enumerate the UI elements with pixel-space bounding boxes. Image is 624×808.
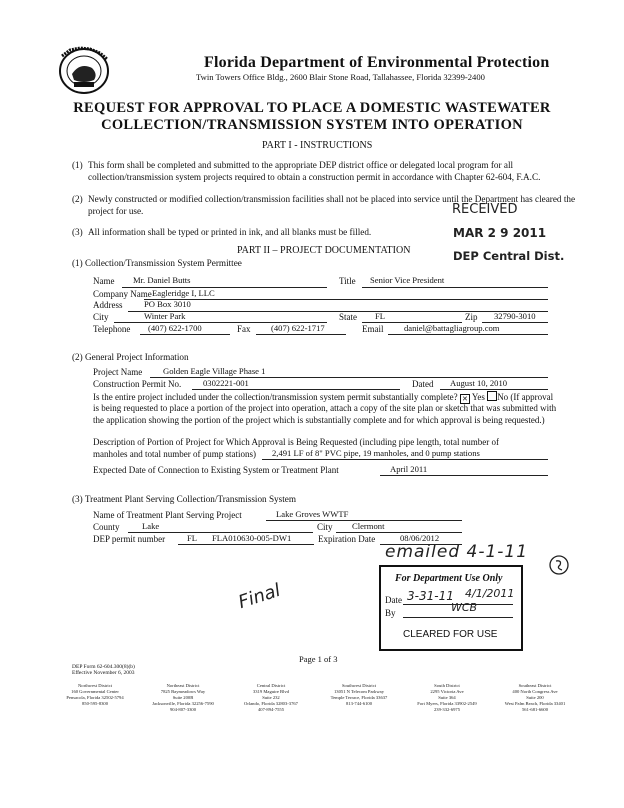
expiration-label: Expiration Date	[318, 534, 376, 544]
description-label-line1: Description of Portion of Project for Which Approval is Being Requested (including pipe length, total number of	[93, 437, 500, 447]
dep-permit-prefix: FL	[187, 533, 198, 543]
district-suite: Suite 364	[438, 695, 456, 700]
yes-label: Yes	[471, 392, 485, 402]
department-use-heading: For Department Use Only	[395, 573, 503, 584]
use-date-value-2: 4/1/2011	[465, 587, 515, 600]
district-office-block	[316, 683, 402, 707]
district-name: South District	[434, 683, 460, 688]
dep-permit-value: FLA010630-005-DW1	[212, 533, 292, 543]
part2-heading: PART II – PROJECT DOCUMENTATION	[237, 245, 411, 256]
plant-name-value: Lake Groves WWTF	[276, 509, 349, 519]
email-label: Email	[362, 324, 384, 334]
district-phone: 407-894-7555	[257, 707, 285, 712]
received-stamp: RECEIVED	[452, 202, 518, 217]
no-label: No (If approval	[497, 392, 554, 402]
address-label: Address	[93, 300, 123, 310]
portion-note-line1: is being requested to place a portion of the project into operation, attach a copy of the site plan or sketch that was submitted with	[93, 403, 557, 413]
section3-heading: (3) Treatment Plant Serving Collection/Transmission System	[72, 494, 296, 504]
title-value: Senior Vice President	[370, 275, 445, 285]
district-phone: 561-681-6600	[521, 707, 549, 712]
department-use-box	[379, 565, 523, 651]
plant-name-label: Name of Treatment Plant Serving Project	[93, 510, 242, 520]
district-address: 13051 N Telecom Parkway	[334, 689, 384, 694]
use-date-label: Date	[385, 595, 402, 605]
district-phone: 239-332-6975	[433, 707, 461, 712]
instruction-text: This form shall be completed and submitted to the appropriate DEP district office or delegated local program for all	[88, 160, 514, 170]
received-stamp-date: MAR 2 9 2011	[453, 226, 547, 240]
telephone-label: Telephone	[93, 324, 131, 334]
description-value: 2,491 LF of 8" PVC pipe, 19 manholes, and 0 pump stations	[272, 448, 480, 458]
district-phone: 813-744-6100	[345, 701, 373, 706]
instruction-number: (2)	[72, 194, 83, 204]
district-name: Northwest District	[77, 683, 113, 688]
instruction-text: project for use.	[88, 206, 144, 216]
expected-date-value: April 2011	[390, 464, 428, 474]
instruction-text: collection/transmission system projects required to obtain a construction permit in accordance with Chapter 62-604, F.A.C.	[88, 172, 541, 182]
form-number: DEP Form 62-604.300(8)(b)	[72, 664, 135, 670]
yes-checkbox[interactable]: ✕	[460, 394, 470, 404]
plant-city-value: Clermont	[352, 521, 385, 531]
portion-note-line2: the application showing the portion of the project which is substantially complete and for which approval is being requested.)	[93, 415, 545, 425]
district-office-block	[228, 683, 314, 713]
email-value: daniel@battagliagroup.com	[404, 323, 500, 333]
district-city: Pensacola, Florida 32502-5794	[66, 695, 124, 700]
form-title-line1: REQUEST FOR APPROVAL TO PLACE A DOMESTIC WASTEWATER	[73, 100, 551, 116]
use-by-label: By	[385, 608, 396, 618]
district-address: 7825 Baymeadows Way	[160, 689, 206, 694]
county-value: Lake	[142, 521, 160, 531]
company-value: Eagleridge I, LLC	[152, 288, 215, 298]
agency-name: Florida Department of Environmental Protection	[204, 54, 550, 71]
name-label: Name	[93, 276, 115, 286]
district-name: Southeast District	[518, 683, 552, 688]
district-suite: Suite 200	[526, 695, 544, 700]
expiration-value: 08/06/2012	[400, 533, 440, 543]
district-city: Temple Terrace, Florida 33637	[330, 695, 388, 700]
city-label: City	[93, 312, 109, 322]
received-stamp-office: DEP Central Dist.	[453, 249, 565, 263]
instruction-text: Newly constructed or modified collection/transmission facilities shall not be placed into service until the Department has cleared the	[88, 194, 576, 204]
fax-label: Fax	[237, 324, 251, 334]
project-name-label: Project Name	[93, 367, 143, 377]
district-address: 160 Governmental Center	[71, 689, 119, 694]
state-label: State	[339, 312, 357, 322]
district-phone: 850-595-8300	[81, 701, 109, 706]
use-date-value: 3-31-11	[407, 589, 454, 603]
circled-initial-mark	[548, 554, 570, 576]
description-label-line2: manholes and total number of pump stations)	[93, 449, 256, 459]
company-label: Company Name	[93, 289, 152, 299]
district-suite: Suite 232	[262, 695, 280, 700]
district-office-block	[52, 683, 138, 707]
name-value: Mr. Daniel Butts	[133, 275, 191, 285]
address-value: PO Box 3010	[144, 299, 191, 309]
part1-heading: PART I - INSTRUCTIONS	[262, 140, 373, 151]
district-office-block	[404, 683, 490, 713]
district-city: Jacksonville, Florida 32256-7590	[152, 701, 214, 706]
construction-permit-value: 0302221-001	[203, 378, 249, 388]
city-value: Winter Park	[144, 311, 186, 321]
district-name: Southwest District	[341, 683, 377, 688]
instruction-number: (3)	[72, 227, 83, 237]
no-checkbox[interactable]	[487, 391, 497, 401]
state-value: FL	[375, 311, 386, 321]
district-address: 3319 Maguire Blvd	[253, 689, 289, 694]
form-effective-date: Effective November 6, 2003	[72, 670, 135, 676]
section2-heading: (2) General Project Information	[72, 352, 189, 362]
district-name: Northeast District	[166, 683, 200, 688]
district-office-block	[492, 683, 578, 713]
dated-value: August 10, 2010	[450, 378, 508, 388]
instruction-text: All information shall be typed or printed in ink, and all blanks must be filled.	[88, 227, 372, 237]
district-city: Fort Myers, Florida 33902-2549	[417, 701, 477, 706]
dep-permit-label: DEP permit number	[93, 534, 166, 544]
page-number: Page 1 of 3	[299, 654, 338, 664]
district-city: West Palm Beach, Florida 33401	[504, 701, 566, 706]
project-name-value: Golden Eagle Village Phase 1	[163, 366, 266, 376]
district-address: 2295 Victoria Ave	[430, 689, 464, 694]
district-phone: 904-807-3300	[169, 707, 197, 712]
section1-heading: (1) Collection/Transmission System Permittee	[72, 258, 242, 268]
agency-address: Twin Towers Office Bldg., 2600 Blair Stone Road, Tallahassee, Florida 32399-2400	[196, 72, 485, 82]
form-title-line2: COLLECTION/TRANSMISSION SYSTEM INTO OPERATION	[101, 117, 523, 133]
emailed-handwritten-note: emailed 4-1-11	[385, 542, 529, 562]
construction-permit-label: Construction Permit No.	[93, 379, 182, 389]
final-handwritten-note: Final	[235, 579, 283, 614]
use-by-value: WCB	[451, 601, 478, 614]
fax-value: (407) 622-1717	[271, 323, 325, 333]
dated-label: Dated	[412, 379, 434, 389]
cleared-for-use-label: CLEARED FOR USE	[403, 629, 498, 640]
telephone-value: (407) 622-1700	[148, 323, 202, 333]
district-city: Orlando, Florida 32803-3767	[244, 701, 298, 706]
instruction-number: (1)	[72, 160, 83, 170]
district-address: 400 North Congress Ave	[512, 689, 558, 694]
district-name: Central District	[256, 683, 286, 688]
dep-seal-logo	[52, 44, 122, 98]
title-label: Title	[339, 276, 356, 286]
district-suite: Suite 200B	[172, 695, 194, 700]
plant-city-label: City	[317, 522, 333, 532]
expected-date-label: Expected Date of Connection to Existing System or Treatment Plant	[93, 465, 339, 475]
zip-label: Zip	[465, 312, 478, 322]
district-office-block	[140, 683, 226, 713]
question-text: Is the entire project included under the collection/transmission system permit substantially complete?	[93, 392, 458, 402]
zip-value: 32790-3010	[494, 311, 536, 321]
county-label: County	[93, 522, 120, 532]
